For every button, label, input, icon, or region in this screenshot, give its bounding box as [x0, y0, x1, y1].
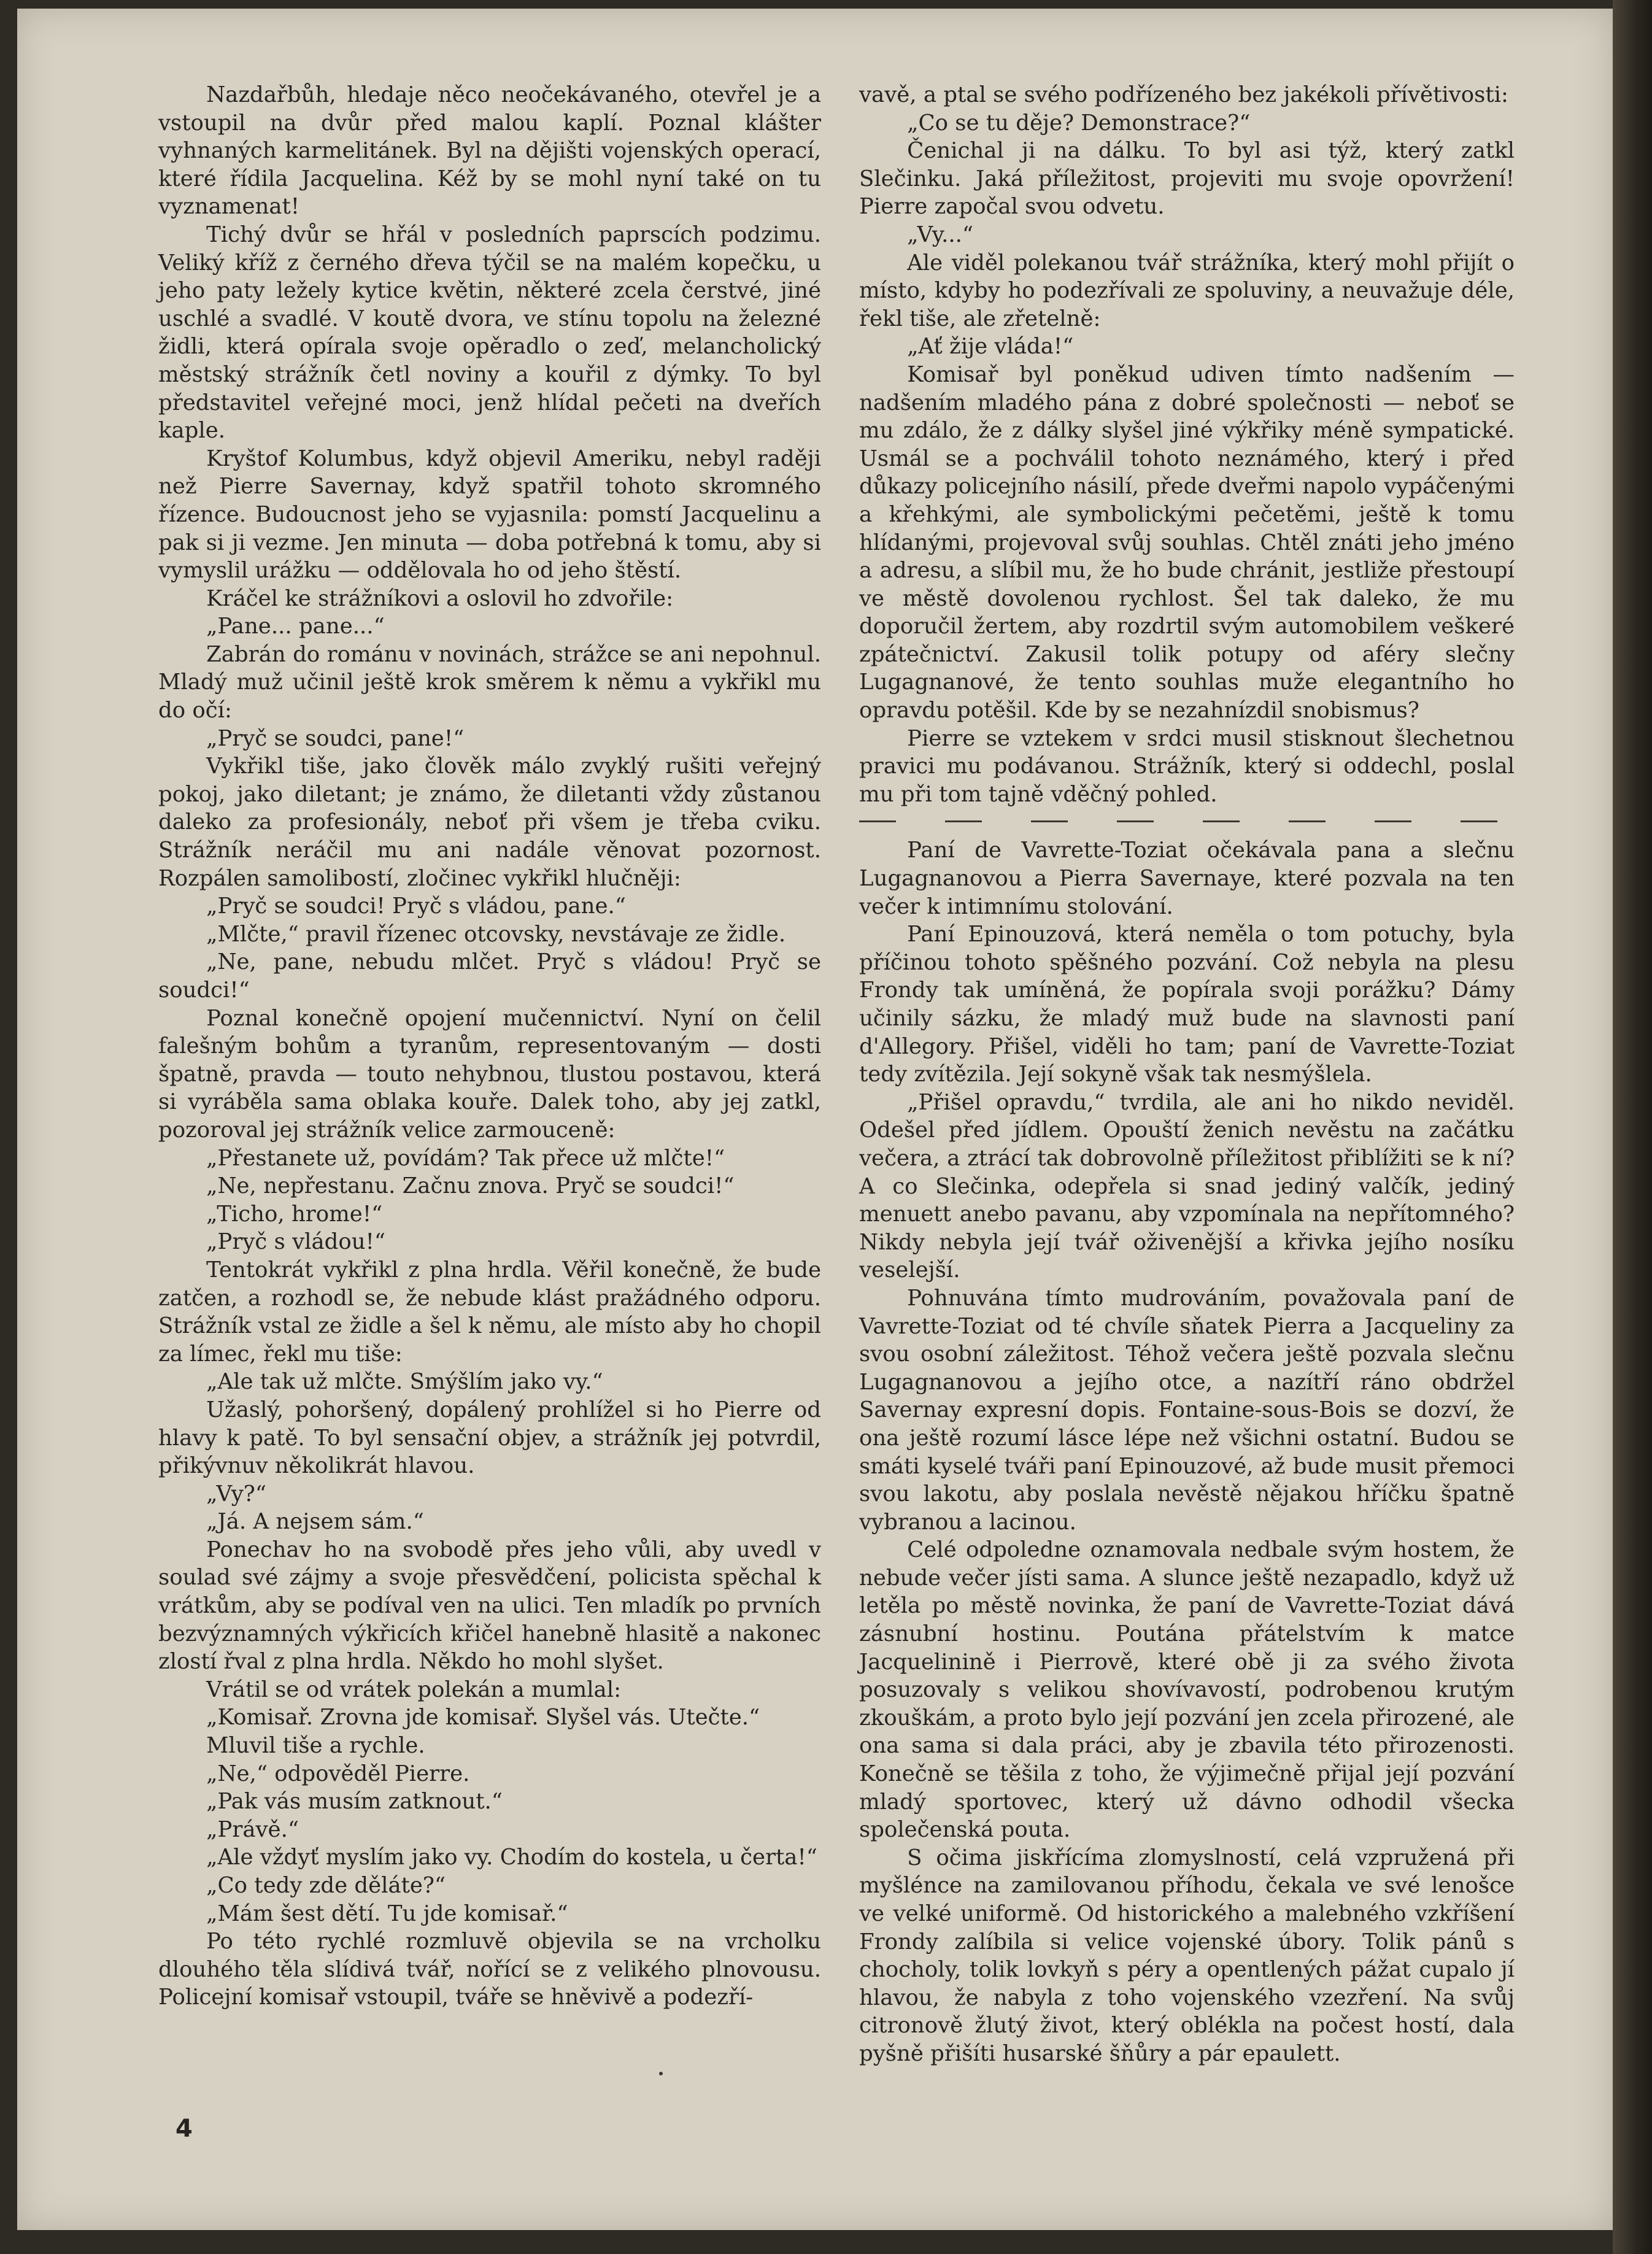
paragraph: „Mám šest dětí. Tu jde komisař.“ — [206, 1901, 568, 1926]
paragraph: Ponechav ho na svobodě přes jeho vůli, aby uvedl v soulad své zájmy a svoje přesvědčení, policista spěchal k vrátkům, aby se podíval ven na ulici. Ten mladík po prvních bezvýznamných výkřicích křičel hanebně hlasitě a nakonec zlostí řval z plna hrdla. Někdo ho mohl slyšet. — [158, 1537, 821, 1675]
paragraph: Kryštof Kolumbus, když objevil Ameriku, nebyl raději než Pierre Savernay, když spatřil tohoto skromného řízence. Budoucnost jeho se vyjasnila: pomstí Jacquelinu a pak si ji vezme. Jen minuta — doba potřebná k tomu, aby si vymyslil urážku — oddělovala ho od jeho štěstí. — [158, 446, 821, 584]
paragraph: Zabrán do románu v novinách, strážce se ani nepohnul. Mladý muž učinil ještě krok směrem k němu a vykřikl mu do očí: — [158, 641, 821, 724]
paragraph: „Co tedy zde děláte?“ — [206, 1873, 446, 1898]
paragraph: „Ale tak už mlčte. Smýšlím jako vy.“ — [206, 1369, 603, 1395]
paragraph: „Přišel opravdu,“ tvrdila, ale ani ho nikdo neviděl. Odešel před jídlem. Opouští ženich nevěstu na začátku večera, a ztrácí tak dobrovolně příležitost přiblížiti se k ní? A co Slečinka, odepřela si snad jediný valčík, jediný menuett anebo pavanu, aby vzpomínala na nepřítomného? Nikdy nebyla její tvář oživenější a křivka jejího nosíku veselejší. — [859, 1089, 1515, 1283]
paragraph: „Ne,“ odpověděl Pierre. — [206, 1761, 470, 1786]
paragraph: „Vy?“ — [206, 1481, 266, 1507]
paragraph: vavě, a ptal se svého podřízeného bez jakékoli přívětivosti: — [859, 82, 1508, 107]
paragraph: Pierre se vztekem v srdci musil stisknout šlechetnou pravici mu podávanou. Strážník, který si oddechl, poslal mu při tom tajně vděčný pohled. — [859, 725, 1515, 807]
paragraph: „Právě.“ — [206, 1816, 299, 1842]
paragraph: Vykřikl tiše, jako člověk málo zvyklý rušiti veřejný pokoj, jako diletant; je známo, že diletanti vždy zůstanou daleko za profesionály, neboť při všem je třeba cviku. Strážník neráčil mu ani nadále věnovat pozornost. Rozpálen samolibostí, zločinec vykřikl hlučněji: — [158, 754, 821, 891]
paragraph: Paní de Vavrette-Toziat očekávala pana a slečnu Lugagnanovou a Pierra Savernaye, které pozvala na ten večer k intimnímu stolování. — [859, 838, 1515, 919]
paragraph: „Mlčte,“ pravil řízenec otcovsky, nevstávaje ze židle. — [206, 921, 786, 947]
page-number: 4 — [176, 2115, 193, 2143]
paragraph: Vrátil se od vrátek polekán a mumlal: — [206, 1677, 622, 1702]
binding-edge — [1613, 0, 1652, 2254]
paragraph: „Co se tu děje? Demonstrace?“ — [907, 110, 1251, 136]
paragraph: Ale viděl polekanou tvář strážníka, který mohl přijít o místo, kdyby ho podezřívali ze spoluviny, a neuvažuje déle, řekl tiše, ale zřetelně: — [859, 250, 1515, 331]
paragraph: Paní Epinouzová, která neměla o tom potuchy, byla příčinou tohoto spěšného pozvání. Což nebyla na plesu Frondy tak umíněná, že popírala svoji porážku? Dámy učinily sázku, že mladý muž bude na slavnosti paní d'Allegory. Přišel, viděli ho tam; paní de Vavrette-Toziat tedy zvítězila. Její sokyně však tak nesmýšlela. — [859, 922, 1515, 1087]
paragraph: Nazdařbůh, hledaje něco neočekávaného, otevřel je a vstoupil na dvůr před malou kaplí. Poznal klášter vyhnaných karmelitánek. Byl na dějišti vojenských operací, které řídila Jacquelina. Kéž by se mohl nyní také on tu vyznamenat! — [158, 82, 821, 220]
paragraph: „Já. A nejsem sám.“ — [206, 1509, 424, 1535]
left-column — [158, 81, 821, 2012]
paragraph: „Pryč s vládou!“ — [206, 1229, 386, 1255]
paragraph: „Ticho, hrome!“ — [206, 1201, 383, 1227]
paragraph: Po této rychlé rozmluvě objevila se na vrcholku dlouhého těla slídivá tvář, nořící se z velikého plnovousu. Policejní komisař vstoupil, tváře se hněvivě a podezří- — [158, 1929, 821, 2010]
paragraph: „Pryč se soudci! Pryč s vládou, pane.“ — [206, 893, 626, 919]
ink-speck — [659, 2072, 663, 2075]
paragraph: „Ať žije vláda!“ — [907, 334, 1074, 360]
paragraph: Kráčel ke strážníkovi a oslovil ho zdvořile: — [206, 585, 674, 611]
magazine-page — [17, 9, 1613, 2230]
right-column — [859, 81, 1515, 2068]
paragraph: „Ne, pane, nebudu mlčet. Pryč s vládou! Pryč se soudci!“ — [158, 949, 821, 1003]
paragraph: Pohnuvána tímto mudrováním, považovala paní de Vavrette-Toziat od té chvíle sňatek Pierra a Jacqueliny za svou osobní záležitost. Téhož večera ještě pozvala slečnu Lugagnanovou a jejího otce, a nazítří ráno obdržel Savernay expresní dopis. Fontaine-sous-Bois se dozví, že ona ještě rozumí lásce lépe než všichni ostatní. Budou se smáti kyselé tváři paní Epinouzové, až bude musit přemoci svou lakotu, aby poslala nevěstě nějakou hříčku špatně vybranou a lacinou. — [859, 1285, 1515, 1535]
paragraph: Poznal konečně opojení mučennictví. Nyní on čelil falešným bohům a tyranům, representovaným — dosti špatně, pravda — touto nehybnou, tlustou postavou, která si vyráběla sama oblaka kouře. Dalek toho, aby jej zatkl, pozoroval jej strážník velice zarmouceně: — [158, 1005, 821, 1143]
paragraph: „Ne, nepřestanu. Začnu znova. Pryč se soudci!“ — [206, 1173, 735, 1199]
paragraph: „Vy...“ — [907, 222, 974, 247]
paragraph: „Pryč se soudci, pane!“ — [206, 725, 465, 751]
paragraph: Tichý dvůr se hřál v posledních paprscích podzimu. Veliký kříž z černého dřeva týčil se na malém kopečku, u jeho paty ležely kytice květin, některé zcela čerstvé, jiné uschlé a svadlé. V koutě dvora, ve stínu topolu na železné židli, která opírala svoje opěradlo o zeď, melancholický městský strážník četl noviny a kouřil z dýmky. To byl představitel veřejné moci, jenž hlídal pečeti na dveřích kaple. — [158, 222, 821, 444]
paragraph: Užaslý, pohoršený, dopálený prohlížel si ho Pierre od hlavy k patě. To byl sensační objev, a strážník jej potvrdil, přikývnuv několikrát hlavou. — [158, 1397, 821, 1479]
paragraph: Mluvil tiše a rychle. — [206, 1733, 425, 1759]
paragraph: Celé odpoledne oznamovala nedbale svým hostem, že nebude večer jísti sama. A slunce ještě nezapadlo, když už letěla po městě novinka, že paní de Vavrette-Toziat dává zásnubní hostinu. Poutána přátelstvím k matce Jacquelinině i Pierrově, které obě ji za svého života posuzovaly s velikou shovívavostí, podrobenou krutým zkouškám, a proto bylo její pozvání jen zcela přirozené, ale ona sama si dala práci, aby je zbavila této přirozenosti. Konečně se těšila z toho, že výjimečně přijal její pozvání mladý sportovec, který už dávno odhodil všecka společenská pouta. — [859, 1537, 1515, 1843]
paragraph: Komisař byl poněkud udiven tímto nadšením — nadšením mladého pána z dobré společnosti — neboť se mu zdálo, že z dálky slyšel jiné výkřiky méně sympatické. Usmál se a pochválil tohoto neznámého, který i před důkazy policejního násilí, přede dveřmi napolo vypáčenými a křehkými, ale symbolickými pečetěmi, ještě k tomu hlídanými, projevoval svůj souhlas. Chtěl znáti jeho jméno a adresu, a slíbil mu, že ho bude chránit, jestliže přestoupí ve městě dovolenou rychlost. Šel tak daleko, že mu doporučil žertem, aby rozdrtil svým automobilem veškeré zpátečnictví. Zakusil tolik potupy od aféry slečny Lugagnanové, že tento souhlas muže elegantního ho opravdu potěšil. Kde by se nezahnízdil snobismus? — [859, 361, 1515, 724]
paragraph: S očima jiskřícíma zlomyslností, celá vzpružená při myšlénce na zamilovanou příhodu, čekala ve své lenošce ve velké uniformě. Od historického a malebného vzkříšení Frondy zalíbila si velice vojenské úbory. Tolik pánů s chocholy, tolik lovkyň s péry a opentlených pážat cupalo jí hlavou, že nabyla z toho vojenského vzezření. Na svůj citronově žlutý život, který oblékla na počest hostí, dala pyšně přišíti husarské šňůry a pár epaulett. — [859, 1845, 1515, 2066]
paragraph: „Komisař. Zrovna jde komisař. Slyšel vás. Utečte.“ — [206, 1705, 760, 1731]
paragraph: „Přestanete už, povídám? Tak přece už mlčte!“ — [206, 1145, 725, 1171]
section-separator — [859, 808, 1515, 836]
paragraph: „Ale vždyť myslím jako vy. Chodím do kostela, u čerta!“ — [206, 1845, 817, 1870]
paragraph: „Pane... pane...“ — [206, 614, 385, 639]
paragraph: Tentokrát vykřikl z plna hrdla. Věřil konečně, že bude zatčen, a rozhodl se, že nebude klást pražádného odporu. Strážník vstal ze židle a šel k němu, ale místo aby ho chopil za límec, řekl mu tiše: — [158, 1257, 821, 1367]
paragraph: „Pak vás musím zatknout.“ — [206, 1789, 503, 1815]
paragraph: Čenichal ji na dálku. To byl asi týž, který zatkl Slečinku. Jaká příležitost, projeviti mu svoje opovržení! Pierre započal svou odvetu. — [859, 138, 1515, 220]
